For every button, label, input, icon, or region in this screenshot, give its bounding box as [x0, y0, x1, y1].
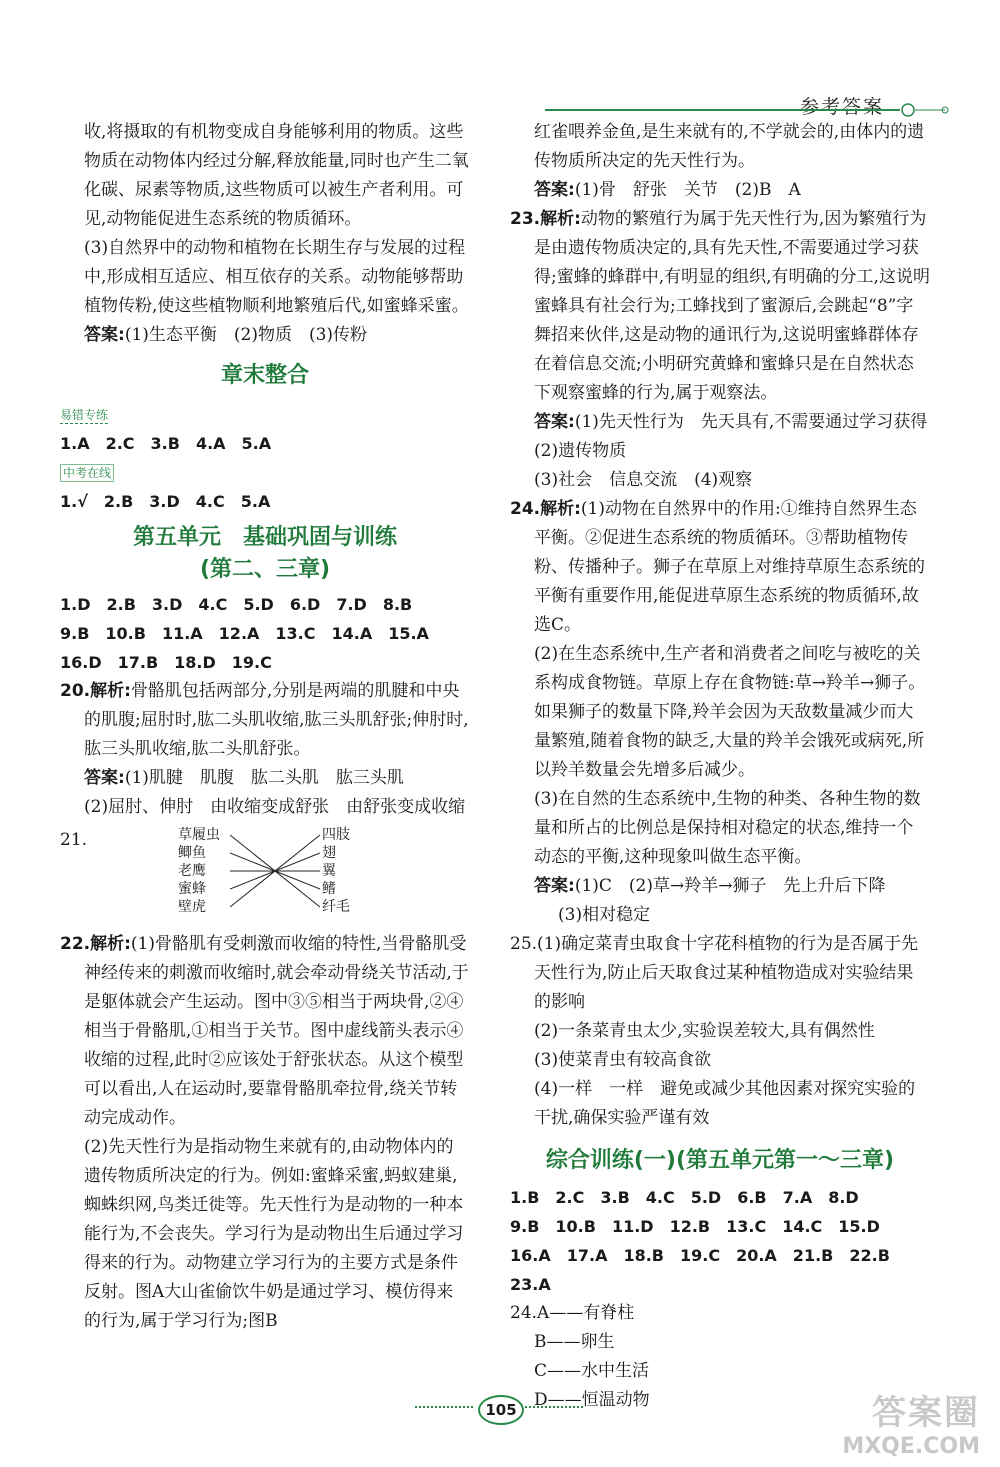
answer-text: 24.A——有脊柱	[510, 1303, 635, 1323]
match-right-item: 翅	[322, 845, 336, 861]
tag-label: 中考在线	[60, 464, 114, 482]
question-23	[510, 205, 930, 408]
page-number: 105	[478, 1395, 524, 1425]
analysis-label: 23.解析:	[510, 209, 581, 229]
analysis-text: (1)骨骼肌有受刺激而收缩的特性,当骨骼肌受神经传来的刺激而收缩时,就会牵动骨绕关节活动,于是躯体就会产生运动。图中③⑤相当于两块骨,②④相当于骨骼肌,①相当于关节。图中虚线箭头表示④收缩的过程,此时②应该处于舒张状态。从这个模型可以看出,人在运动时,要靠骨骼肌牵拉骨,绕关节转动完成动作。	[84, 934, 469, 1128]
analysis-text: (3)在自然的生态系统中,生物的种类、各种生物的数量和所占的比例总是保持相对稳定的状态,维持一个动态的平衡,这种现象叫做生态平衡。	[534, 789, 921, 867]
analysis-label: 24.解析:	[510, 499, 581, 519]
answer-row: 9.B 10.B 11.A 12.A 13.C 14.A 15.A	[60, 624, 429, 643]
question-24	[510, 495, 930, 640]
answer-text: (1)C (2)草→羚羊→狮子 先上升后下降	[574, 876, 886, 896]
section-title: 第五单元 基础巩固与训练	[132, 525, 397, 550]
answer-text: (3)相对稳定	[558, 905, 651, 925]
analysis-label: 22.解析:	[60, 934, 131, 954]
section-title: 章末整合	[220, 363, 309, 388]
answer-row: 1.D 2.B 3.D 4.C 5.D 6.D 7.D 8.B	[60, 595, 413, 614]
answer-text: (1)肌腱 肌腹 肱二头肌 肱三头肌	[124, 768, 404, 788]
paragraph: 收,将摄取的有机物变成自身能够利用的物质。这些物质在动物体内经过分解,释放能量,同时也产生二氧化碳、尿素等物质,这些物质可以被生产者利用。可见,动物能促进生态系统的物质循环。	[84, 122, 469, 229]
analysis-text: 动物的繁殖行为属于先天性行为,因为繁殖行为是由遗传物质决定的,具有先天性,不需要通过学习获得;蜜蜂的蜂群中,有明显的组织,有明确的分工,这说明蜜蜂具有社会行为;工蜂找到了蜜源后,会跳起“8”字舞招来伙伴,这是动物的通讯行为,这说明蜜蜂群体存在着信息交流;小明研究黄蜂和蜜蜂只是在自然状态下观察蜜蜂的行为,属于观察法。	[534, 209, 930, 403]
analysis-text: 红雀喂养金鱼,是生来就有的,不学就会的,由体内的遗传物质所决定的先天性行为。	[534, 122, 925, 171]
answer-text: (4)一样 一样 避免或减少其他因素对探究实验的干扰,确保实验严谨有效	[534, 1079, 916, 1128]
match-right-item: 鳍	[322, 881, 336, 897]
match-right-item: 四肢	[322, 827, 350, 843]
answer-row: 1.B 2.C 3.B 4.C 5.D 6.B 7.A 8.D	[510, 1188, 859, 1207]
page-header-title: 参考答案	[800, 96, 885, 118]
match-left-item: 草履虫	[178, 827, 220, 843]
answer	[510, 176, 930, 205]
watermark-text: 答案圈	[872, 1393, 980, 1433]
match-right-item: 纤毛	[322, 899, 350, 915]
answer-text: D——恒温动物	[534, 1390, 650, 1410]
question-25: 25.(1)确定菜青虫取食十字花科植物的行为是否属于先天性行为,防止后天取食过某种植物造成对实验结果的影响	[510, 934, 919, 1012]
answer-text: C——水中生活	[534, 1361, 650, 1381]
paragraph: (3)自然界中的动物和植物在长期生存与发展的过程中,形成相互适应、相互依存的关系。动物能够帮助植物传粉,使这些植物顺利地繁殖后代,如蜜蜂采蜜。	[84, 238, 469, 316]
answer-text: (1)生态平衡 (2)物质 (3)传粉	[124, 325, 368, 345]
analysis-label: 20.解析:	[60, 681, 131, 701]
answer-text: (2)一条菜青虫太少,实验误差较大,具有偶然性	[534, 1021, 875, 1041]
watermark-url: MXQE.COM	[842, 1434, 980, 1459]
section-title: 综合训练(一)(第五单元第一～三章)	[545, 1148, 895, 1173]
match-left-item: 老鹰	[178, 863, 206, 879]
answer-text: (3)使菜青虫有较高食欲	[534, 1050, 712, 1070]
analysis-text: (2)在生态系统中,生产者和消费者之间吃与被吃的关系构成食物链。草原上存在食物链:草→羚羊→狮子。如果狮子的数量下降,羚羊会因为天敌数量减少而大量繁殖,随着食物的缺乏,大量的羚羊会饿死或病死,所以羚羊数量会先增多后减少。	[534, 644, 926, 780]
watermark-logo	[842, 1385, 980, 1459]
answer-row: 1.√ 2.B 3.D 4.C 5.A	[60, 492, 271, 511]
answer-text: (1)先天性行为 先天具有,不需要通过学习获得 (2)遗传物质	[534, 412, 945, 461]
answer	[60, 764, 470, 793]
answer-row: 1.A 2.C 3.B 4.A 5.A	[60, 434, 272, 453]
question-number: 21.	[60, 830, 88, 850]
section-subtitle: (第二、三章)	[199, 557, 331, 582]
answer-text: B——卵生	[534, 1332, 615, 1352]
answer-row: 16.D 17.B 18.D 19.C	[60, 653, 272, 672]
question-20	[60, 677, 470, 764]
tag-label: 易错专练	[60, 408, 109, 422]
right-column	[510, 118, 945, 1415]
match-left-item: 鲫鱼	[178, 845, 206, 861]
answer-row: 9.B 10.B 11.D 12.B 13.C 14.C 15.D	[510, 1217, 880, 1236]
answer-text: (2)屈肘、伸肘 由收缩变成舒张 由舒张变成收缩	[84, 797, 466, 817]
answer-label: 答案:	[534, 876, 575, 896]
match-left-item: 壁虎	[178, 899, 206, 915]
answer-text: (3)社会 信息交流 (4)观察	[534, 470, 753, 490]
question-22	[60, 930, 470, 1133]
analysis-text: (2)先天性行为是指动物生来就有的,由动物体内的遗传物质所决定的行为。例如:蜜蜂采蜜,蚂蚁建巢,蜘蛛织网,鸟类迁徙等。先天性行为是动物的一种本能行为,不会丧失。学习行为是动物出生后通过学习得来的行为。动物建立学习行为的主要方式是条件反射。图A大山雀偷饮牛奶是通过学习、模仿得来的行为,属于学习行为;图B	[84, 1137, 464, 1331]
match-right-item: 翼	[322, 863, 336, 879]
analysis-text: 骨骼肌包括两部分,分别是两端的肌腱和中央的肌腹;屈肘时,肱二头肌收缩,肱三头肌舒张;伸肘时,肱三头肌收缩,肱二头肌舒张。	[84, 681, 469, 759]
matching-diagram	[60, 826, 470, 926]
left-column	[60, 118, 470, 1336]
header-decoration	[545, 100, 950, 120]
answer	[60, 321, 470, 350]
answer-row: 23.A	[510, 1275, 551, 1294]
matching-lines	[230, 826, 320, 918]
answer	[510, 872, 930, 901]
answer-label: 答案:	[84, 768, 125, 788]
answer-label: 答案:	[534, 180, 575, 200]
answer-label: 答案:	[84, 325, 125, 345]
match-left-item: 蜜蜂	[178, 881, 206, 897]
answer-row: 16.A 17.A 18.B 19.C 20.A 21.B 22.B	[510, 1246, 890, 1265]
answer	[510, 408, 945, 466]
answer-text: (1)骨 舒张 关节 (2)B A	[574, 180, 801, 200]
analysis-text: (1)动物在自然界中的作用:①维持自然界生态平衡。②促进生态系统的物质循环。③帮助植物传粉、传播种子。狮子在草原上对维持草原生态系统的平衡有重要作用,能促进草原生态系统的物质循环,故选C。	[534, 499, 925, 635]
answer-label: 答案:	[534, 412, 575, 432]
